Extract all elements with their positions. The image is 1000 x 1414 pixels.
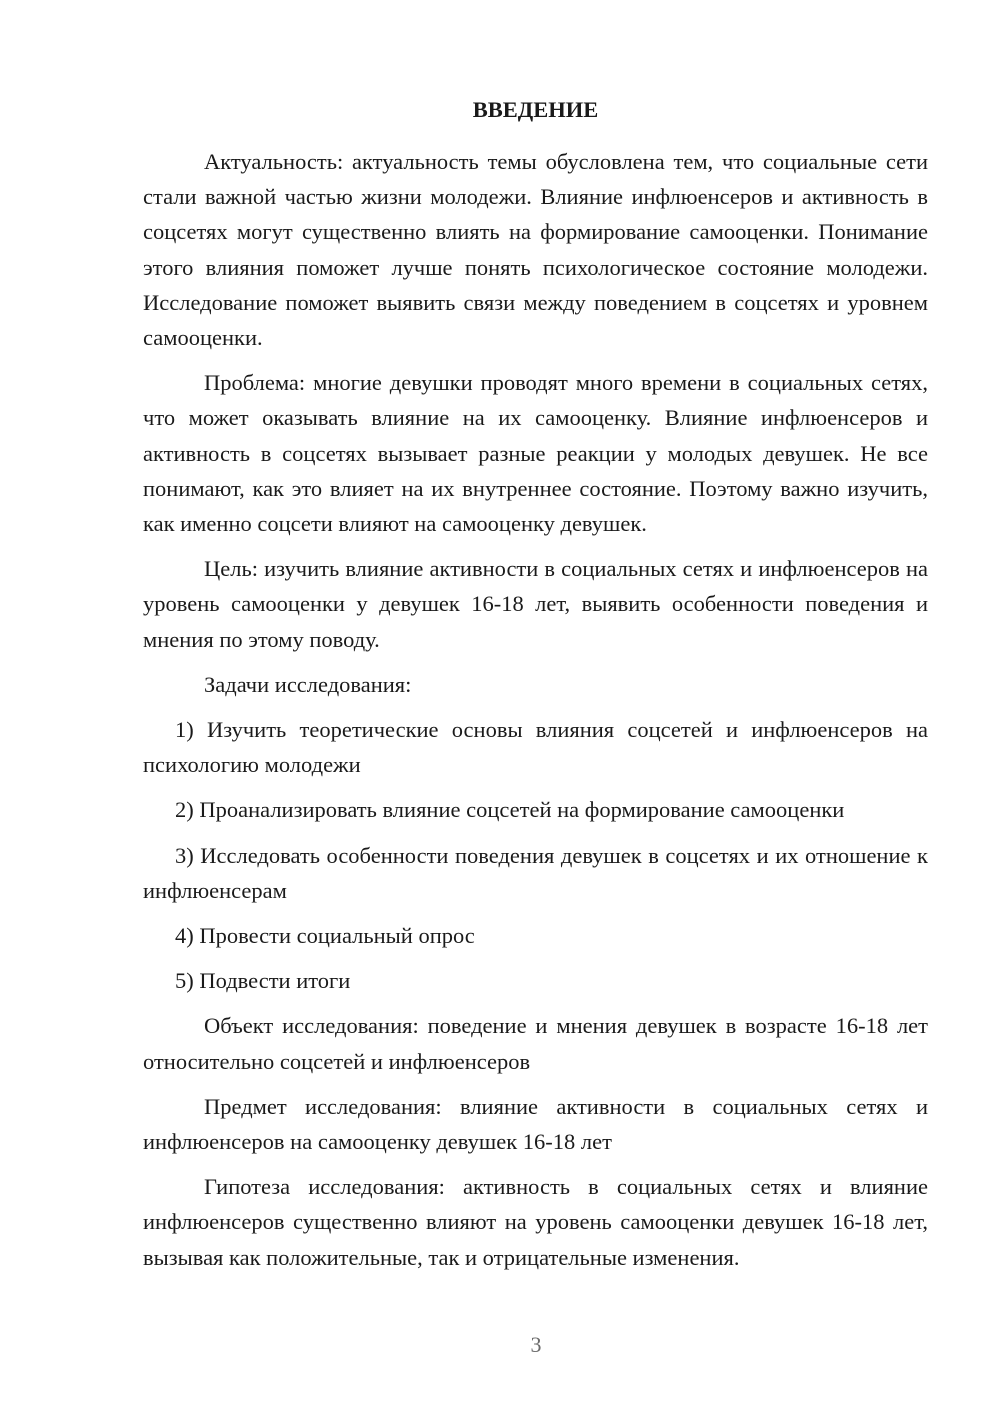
tasks-list <box>143 712 928 998</box>
paragraph-hypothesis: Гипотеза исследования: активность в социальных сетях и влияние инфлюенсеров существенно влияют на уровень самооценки девушек 16-18 лет, вызывая как положительные, так и отрицательные изменения. <box>143 1174 928 1270</box>
paragraph-subject: Предмет исследования: влияние активности в социальных сетях и инфлюенсеров на самооценку девушек 16-18 лет <box>143 1093 928 1155</box>
section-title: ВВЕДЕНИЕ <box>472 97 599 122</box>
paragraph-relevance: Актуальность: актуальность темы обусловлена тем, что социальные сети стали важной частью жизни молодежи. Влияние инфлюенсеров и активность в соцсетях могут существенно влиять на формирование самооценки. Понимание этого влияния поможет лучше понять психологическое состояние молодежи. Исследование поможет выявить связи между поведением в соцсетях и уровнем самооценки. <box>143 149 928 351</box>
paragraph-object: Объект исследования: поведение и мнения девушек в возрасте 16-18 лет относительно соцсетей и инфлюенсеров <box>143 1013 928 1074</box>
page-content <box>143 92 928 1275</box>
page-number: 3 <box>530 1332 542 1357</box>
paragraph-problem: Проблема: многие девушки проводят много времени в социальных сетях, что может оказывать влияние на их самооценку. Влияние инфлюенсеров и активность в соцсетях вызывает разные реакции у молодых девушек. Не все понимают, как это влияет на их внутреннее состояние. Поэтому важно изучить, как именно соцсети влияют на самооценку девушек. <box>143 370 928 537</box>
task-item-2: 2) Проанализировать влияние соцсетей на формирование самооценки <box>175 797 845 823</box>
task-item-3: 3) Исследовать особенности поведения девушек в соцсетях и их отношение к инфлюенсерам <box>143 842 928 903</box>
tasks-heading: Задачи исследования: <box>204 671 412 697</box>
task-item-5: 5) Подвести итоги <box>175 968 351 994</box>
paragraph-goal: Цель: изучить влияние активности в социальных сетях и инфлюенсеров на уровень самооценки у девушек 16-18 лет, выявить особенности поведения и мнения по этому поводу. <box>143 556 928 652</box>
task-item-4: 4) Провести социальный опрос <box>175 923 475 949</box>
task-item-1: 1) Изучить теоретические основы влияния соцсетей и инфлюенсеров на психологию молодежи <box>143 717 928 778</box>
